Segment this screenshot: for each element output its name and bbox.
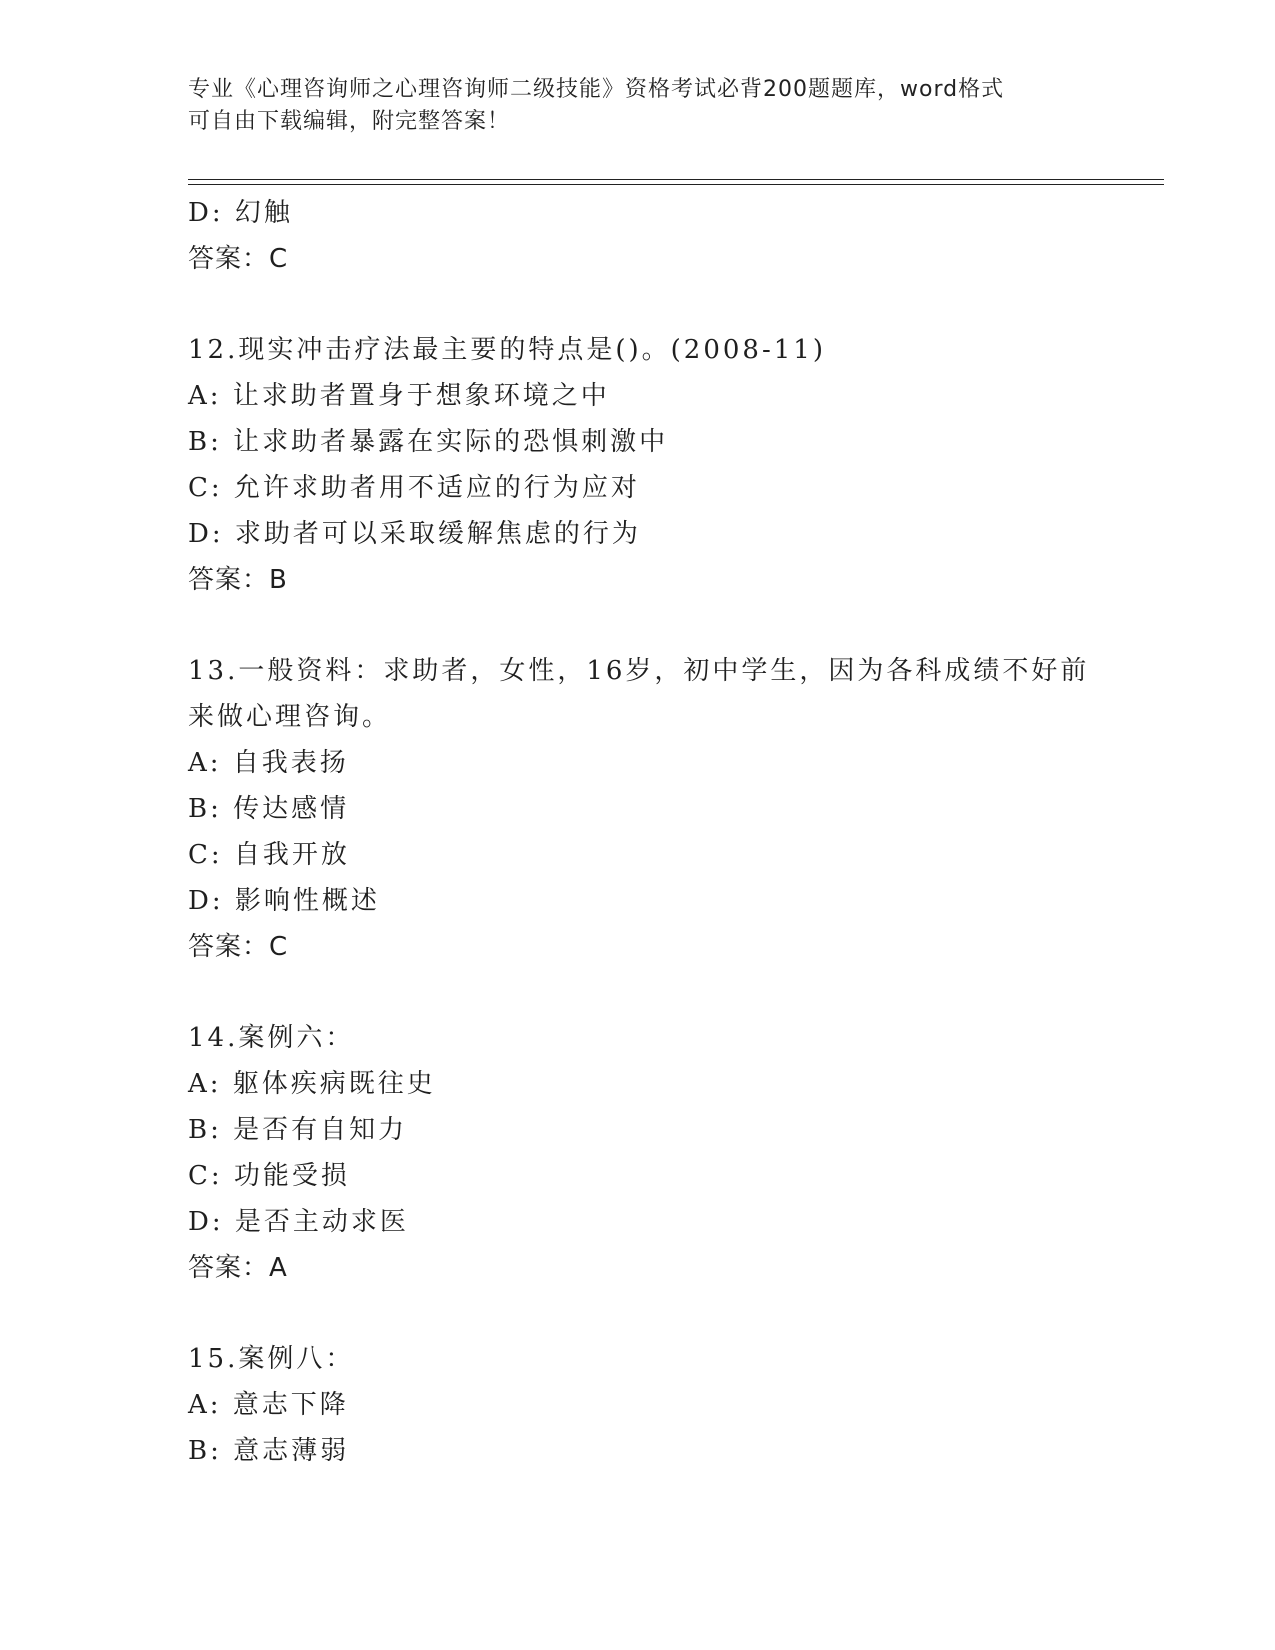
answer: 答案：B (188, 565, 288, 595)
carryover-option-d: D: 幻触 (188, 198, 293, 228)
option-a: A: 意志下降 (188, 1390, 349, 1420)
option-d: D: 求助者可以采取缓解焦虑的行为 (188, 519, 641, 549)
question-12 (188, 327, 1088, 603)
spacer (188, 970, 1088, 1015)
spacer (188, 282, 1088, 327)
spacer (188, 603, 1088, 648)
question-stem: 13.一般资料：求助者，女性，16岁，初中学生，因为各科成绩不好前 (188, 656, 1090, 686)
carryover-answer: 答案：C (188, 244, 289, 274)
document-header (188, 74, 1088, 138)
option-b: B: 让求助者暴露在实际的恐惧刺激中 (188, 427, 669, 457)
question-15 (188, 1336, 1088, 1474)
option-a: A: 让求助者置身于想象环境之中 (188, 381, 610, 411)
answer: 答案：A (188, 1253, 288, 1283)
header-divider-top (188, 179, 1164, 180)
answer: 答案：C (188, 932, 289, 962)
option-b: B: 意志薄弱 (188, 1436, 350, 1466)
header-divider-bottom (188, 184, 1164, 185)
question-stem: 12.现实冲击疗法最主要的特点是()。(2008-11) (188, 335, 826, 365)
option-d: D: 是否主动求医 (188, 1207, 409, 1237)
option-b: B: 传达感情 (188, 794, 350, 824)
question-14 (188, 1015, 1088, 1291)
header-line-1: 专业《心理咨询师之心理咨询师二级技能》资格考试必背200题题库，word格式 (188, 77, 1005, 102)
spacer (188, 1291, 1088, 1336)
question-stem-continued: 来做心理咨询。 (188, 702, 392, 732)
option-c: C: 自我开放 (188, 840, 350, 870)
header-line-2: 可自由下载编辑，附完整答案！ (188, 109, 511, 134)
question-stem: 15.案例八： (188, 1344, 355, 1374)
question-stem: 14.案例六： (188, 1023, 355, 1053)
question-13 (188, 648, 1088, 970)
option-c: C: 允许求助者用不适应的行为应对 (188, 473, 640, 503)
option-b: B: 是否有自知力 (188, 1115, 408, 1145)
option-a: A: 躯体疾病既往史 (188, 1069, 436, 1099)
option-d: D: 影响性概述 (188, 886, 380, 916)
option-c: C: 功能受损 (188, 1161, 350, 1191)
option-a: A: 自我表扬 (188, 748, 349, 778)
question-list (188, 190, 1088, 1474)
